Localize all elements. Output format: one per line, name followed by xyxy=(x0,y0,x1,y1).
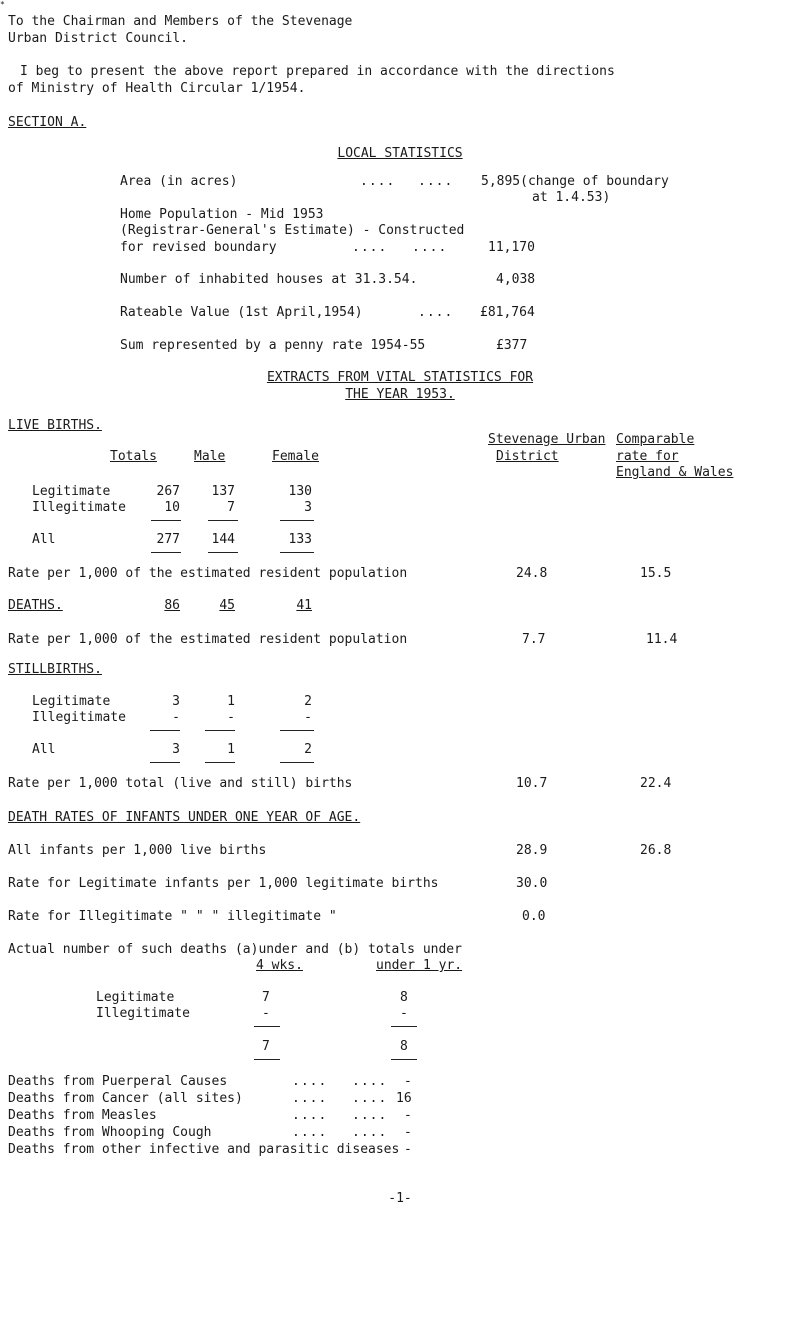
leader-dots: .... xyxy=(418,174,454,189)
row-label: Illegitimate xyxy=(96,1006,190,1021)
cause-value: - xyxy=(404,1108,412,1123)
cause-label: Deaths from Cancer (all sites) xyxy=(8,1091,243,1106)
illegitimate-rate-value: 0.0 xyxy=(522,909,546,924)
sum-rule xyxy=(391,1059,417,1060)
stillbirth-rate-comparable: 22.4 xyxy=(640,776,672,791)
sum-rule xyxy=(208,520,238,521)
deaths-male: 45 xyxy=(219,598,235,613)
actual-number-label: Actual number of such deaths (a)under and (b) totals under xyxy=(8,942,462,957)
stevenage-header-line-1: Stevenage Urban xyxy=(488,432,606,447)
male-cell: 7 xyxy=(227,500,235,515)
female-cell: 2 xyxy=(304,742,312,757)
row-label: Legitimate xyxy=(32,694,111,709)
penny-rate-label: Sum represented by a penny rate 1954-55 xyxy=(120,338,426,353)
female-cell: 130 xyxy=(288,484,312,499)
sum-rule xyxy=(391,1026,417,1027)
leader-dots: .... xyxy=(292,1125,328,1140)
under-4-weeks-cell: - xyxy=(262,1006,270,1021)
row-label: All xyxy=(32,742,56,757)
cause-value: - xyxy=(404,1125,412,1140)
cause-value: - xyxy=(404,1142,412,1157)
deaths-female: 41 xyxy=(296,598,312,613)
sum-rule xyxy=(280,730,314,731)
under-4-weeks-header: 4 wks. xyxy=(256,958,303,973)
cause-label: Deaths from Whooping Cough xyxy=(8,1125,212,1140)
female-cell: - xyxy=(304,710,312,725)
total-cell: 3 xyxy=(172,694,180,709)
vital-statistics-year: THE YEAR 1953. xyxy=(345,387,455,402)
male-cell: 137 xyxy=(211,484,235,499)
penny-rate-value: £377 xyxy=(496,338,528,353)
leader-dots: .... xyxy=(360,174,396,189)
houses-value: 4,038 xyxy=(496,272,536,287)
all-infants-stevenage: 28.9 xyxy=(516,843,548,858)
leader-dots: .... xyxy=(292,1091,328,1106)
sum-rule xyxy=(205,762,235,763)
male-header: Male xyxy=(194,449,226,464)
salutation-line-2: Urban District Council. xyxy=(8,31,189,46)
under-1-year-cell: - xyxy=(400,1006,408,1021)
sum-rule xyxy=(280,520,314,521)
leader-dots: .... xyxy=(352,240,388,255)
leader-dots: .... xyxy=(352,1074,388,1089)
leader-dots: .... xyxy=(292,1108,328,1123)
leader-dots: .... xyxy=(352,1125,388,1140)
live-birth-rate-stevenage: 24.8 xyxy=(516,566,548,581)
total-cell: 277 xyxy=(156,532,180,547)
sum-rule xyxy=(254,1026,280,1027)
female-header: Female xyxy=(272,449,319,464)
population-label-line-2: (Registrar-General's Estimate) - Constructed xyxy=(120,223,465,238)
local-statistics-title: LOCAL STATISTICS xyxy=(337,146,463,161)
under-4-weeks-cell: 7 xyxy=(262,990,270,1005)
stevenage-header-line-2: District xyxy=(496,449,559,464)
live-birth-rate-label: Rate per 1,000 of the estimated resident population xyxy=(8,566,408,581)
death-rate-comparable: 11.4 xyxy=(646,632,678,647)
sum-rule xyxy=(280,762,314,763)
cause-value: - xyxy=(404,1074,412,1089)
cause-label: Deaths from other infective and parasitic diseases xyxy=(8,1142,400,1157)
live-births-heading: LIVE BIRTHS. xyxy=(8,418,102,433)
cause-label: Deaths from Measles xyxy=(8,1108,157,1123)
leader-dots: .... xyxy=(352,1091,388,1106)
total-cell: 3 xyxy=(172,742,180,757)
corner-mark: * xyxy=(0,0,5,9)
row-label: Legitimate xyxy=(96,990,175,1005)
comparable-header-line-3: England & Wales xyxy=(616,465,734,480)
total-cell: - xyxy=(172,710,180,725)
section-heading: SECTION A. xyxy=(8,115,87,130)
deaths-heading: DEATHS. xyxy=(8,598,63,613)
comparable-header-line-2: rate for xyxy=(616,449,679,464)
stillbirth-rate-stevenage: 10.7 xyxy=(516,776,548,791)
intro-paragraph-line-2: of Ministry of Health Circular 1/1954. xyxy=(8,81,306,96)
all-infants-label: All infants per 1,000 live births xyxy=(8,843,267,858)
sum-rule xyxy=(254,1059,280,1060)
male-cell: 1 xyxy=(227,694,235,709)
cause-value: 16 xyxy=(396,1091,412,1106)
under-1-year-cell: 8 xyxy=(400,990,408,1005)
male-cell: 1 xyxy=(227,742,235,757)
all-infants-comparable: 26.8 xyxy=(640,843,672,858)
leader-dots: .... xyxy=(292,1074,328,1089)
live-birth-rate-comparable: 15.5 xyxy=(640,566,672,581)
under-4-weeks-total: 7 xyxy=(262,1039,270,1054)
row-label: All xyxy=(32,532,56,547)
infant-death-rates-heading: DEATH RATES OF INFANTS UNDER ONE YEAR OF AGE. xyxy=(8,810,361,825)
row-label: Illegitimate xyxy=(32,710,126,725)
leader-dots: .... xyxy=(412,240,448,255)
total-cell: 267 xyxy=(156,484,180,499)
area-value: 5,895(change of boundary xyxy=(481,174,669,189)
leader-dots: .... xyxy=(418,305,454,320)
deaths-total: 86 xyxy=(164,598,180,613)
vital-statistics-title: EXTRACTS FROM VITAL STATISTICS FOR xyxy=(266,370,534,385)
rateable-value: £81,764 xyxy=(480,305,535,320)
stillbirths-heading: STILLBIRTHS. xyxy=(8,662,102,677)
population-label-line-3: for revised boundary xyxy=(120,240,277,255)
total-cell: 10 xyxy=(164,500,180,515)
salutation-line-1: To the Chairman and Members of the Stevenage xyxy=(8,14,353,29)
under-1-year-header: under 1 yr. xyxy=(376,958,463,973)
sum-rule xyxy=(208,552,238,553)
page-number: -1- xyxy=(388,1191,412,1206)
population-label-line-1: Home Population - Mid 1953 xyxy=(120,207,324,222)
legitimate-rate-label: Rate for Legitimate infants per 1,000 legitimate births xyxy=(8,876,439,891)
legitimate-rate-value: 30.0 xyxy=(516,876,548,891)
sum-rule xyxy=(205,730,235,731)
illegitimate-rate-label: Rate for Illegitimate " " " illegitimate " xyxy=(8,909,337,924)
intro-paragraph-line-1: I beg to present the above report prepared in accordance with the directions xyxy=(20,64,615,79)
cause-label: Deaths from Puerperal Causes xyxy=(8,1074,228,1089)
sum-rule xyxy=(151,552,181,553)
comparable-header-line-1: Comparable xyxy=(616,432,695,447)
sum-rule xyxy=(151,520,181,521)
leader-dots: .... xyxy=(352,1108,388,1123)
row-label: Legitimate xyxy=(32,484,111,499)
rateable-value-label: Rateable Value (1st April,1954) xyxy=(120,305,363,320)
female-cell: 133 xyxy=(288,532,312,547)
sum-rule xyxy=(150,762,180,763)
stillbirth-rate-label: Rate per 1,000 total (live and still) births xyxy=(8,776,353,791)
death-rate-label: Rate per 1,000 of the estimated resident population xyxy=(8,632,408,647)
death-rate-stevenage: 7.7 xyxy=(522,632,546,647)
area-value-note: at 1.4.53) xyxy=(532,190,611,205)
population-value: 11,170 xyxy=(488,240,535,255)
under-1-year-total: 8 xyxy=(400,1039,408,1054)
female-cell: 3 xyxy=(304,500,312,515)
houses-label: Number of inhabited houses at 31.3.54. xyxy=(120,272,418,287)
sum-rule xyxy=(280,552,314,553)
row-label: Illegitimate xyxy=(32,500,126,515)
totals-header: Totals xyxy=(110,449,157,464)
area-label: Area (in acres) xyxy=(120,174,238,189)
male-cell: - xyxy=(227,710,235,725)
sum-rule xyxy=(150,730,180,731)
male-cell: 144 xyxy=(211,532,235,547)
female-cell: 2 xyxy=(304,694,312,709)
